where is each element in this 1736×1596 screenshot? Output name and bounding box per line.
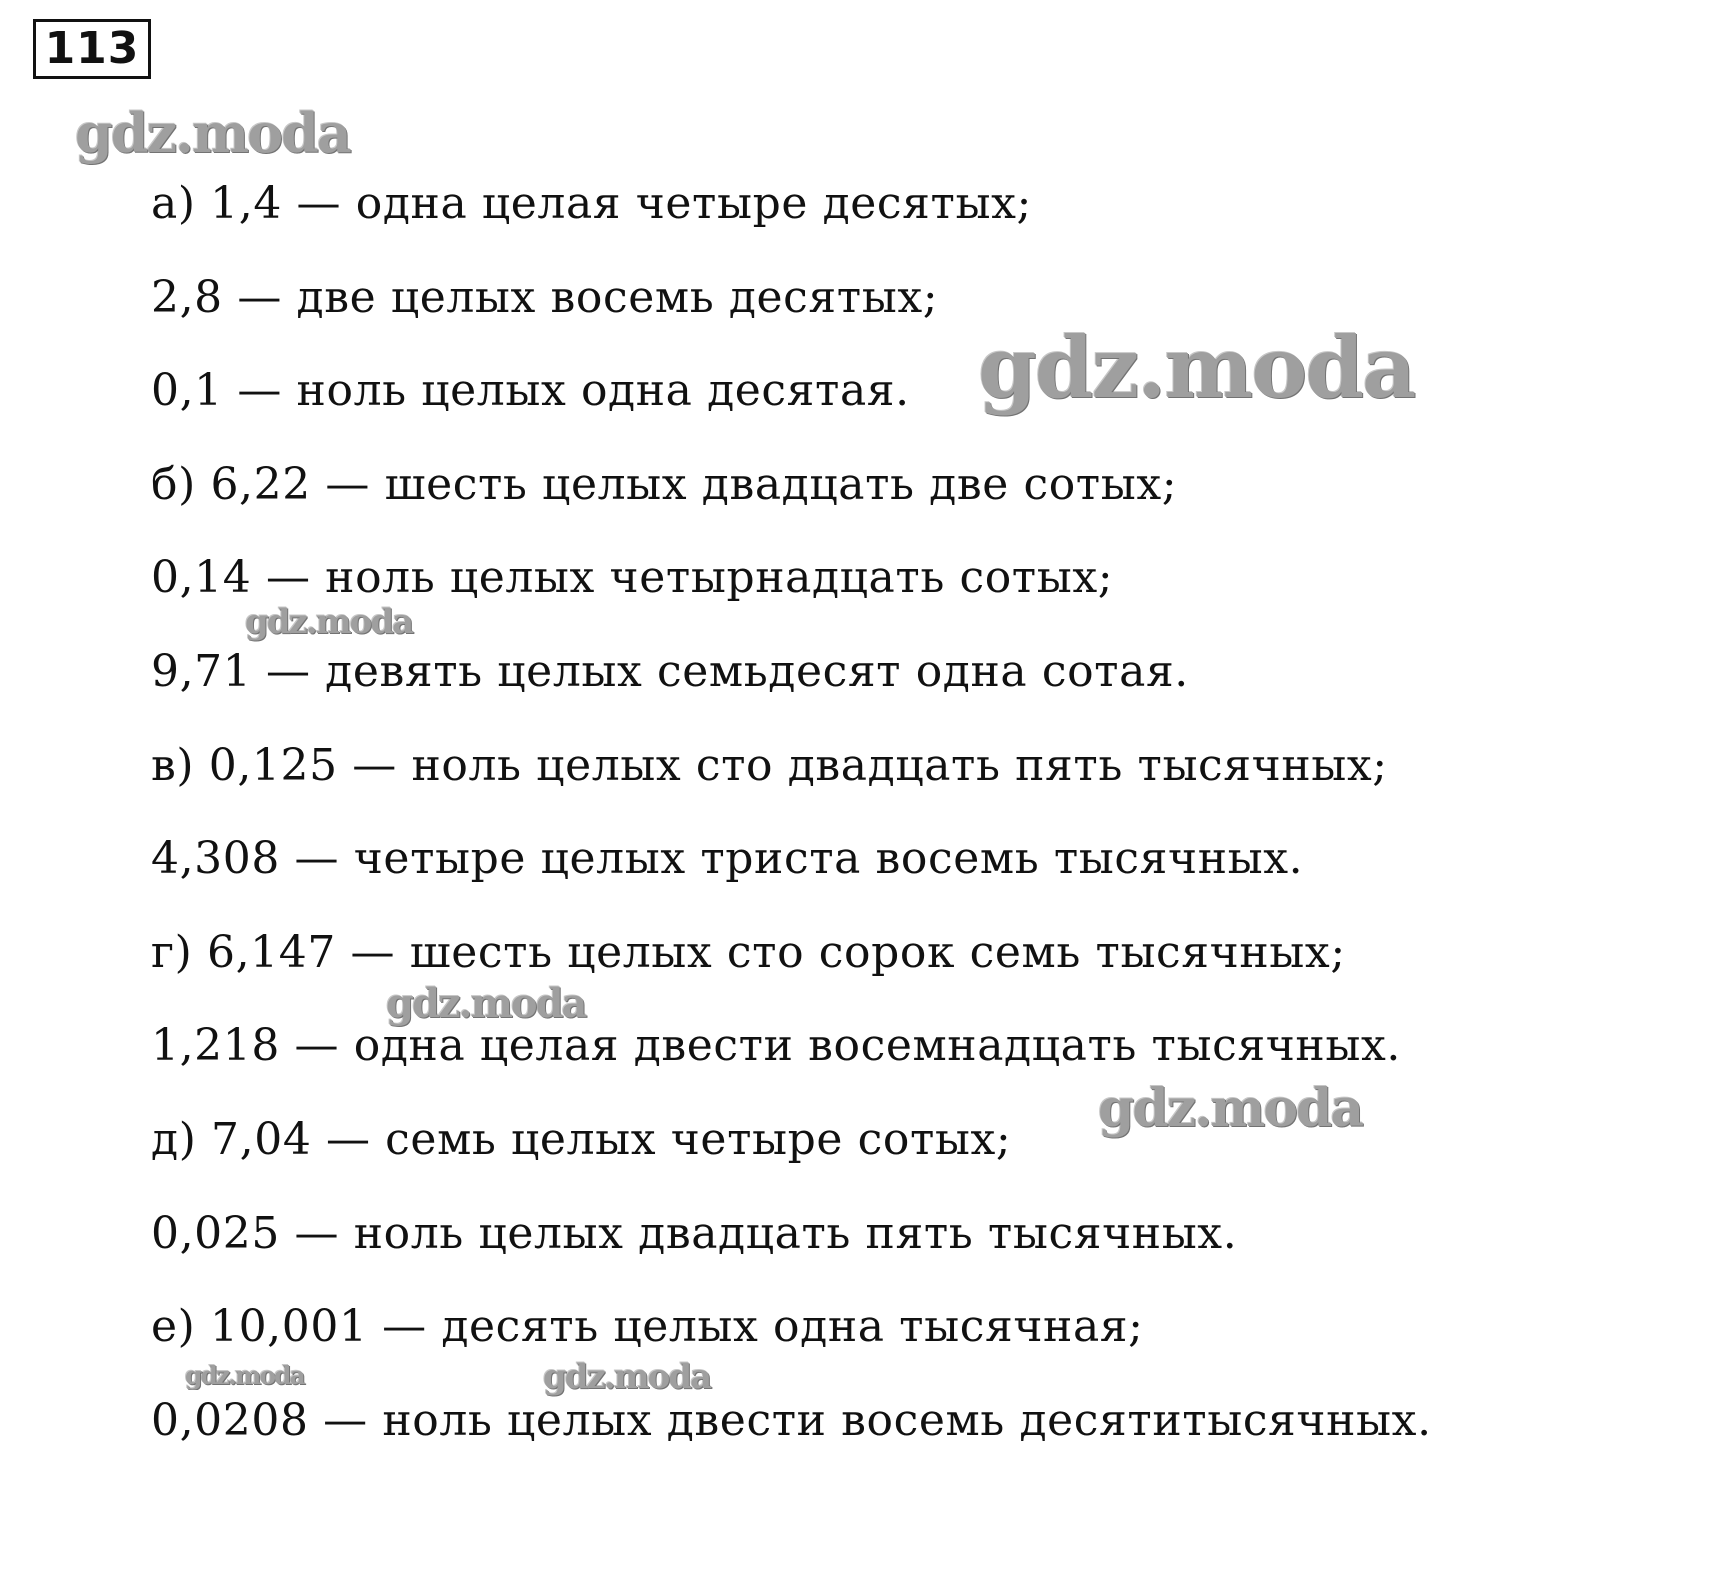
answer-line-g2: 1,218 — одна целая двести восемнадцать тысячных. xyxy=(151,1020,1401,1072)
watermark: gdz.moda xyxy=(245,602,413,642)
watermark: gdz.moda xyxy=(386,980,586,1027)
watermark: gdz.moda xyxy=(185,1361,304,1390)
answer-line-b2: 0,14 — ноль целых четырнадцать сотых; xyxy=(151,552,1114,604)
watermark: gdz.moda xyxy=(75,101,350,165)
watermark: gdz.moda xyxy=(978,318,1415,417)
answer-line-a1: а) 1,4 — одна целая четыре десятых; xyxy=(151,178,1032,229)
answer-line-v2: 4,308 — четыре целых триста восемь тысячных. xyxy=(151,833,1304,885)
watermark: gdz.moda xyxy=(1098,1078,1363,1139)
answer-line-a2: 2,8 — две целых восемь десятых; xyxy=(151,271,939,323)
answer-line-d2: 0,025 — ноль целых двадцать пять тысячных. xyxy=(151,1207,1238,1259)
answer-line-e1: е) 10,001 — десять целых одна тысячная; xyxy=(151,1301,1144,1353)
answer-line-g1: г) 6,147 — шесть целых сто сорок семь тысячных; xyxy=(151,926,1346,978)
answer-line-e2: 0,0208 — ноль целых двести восемь десятитысячных. xyxy=(151,1394,1432,1446)
task-number-box: 113 xyxy=(33,19,151,79)
answer-line-a3: 0,1 — ноль целых одна десятая. xyxy=(151,365,910,417)
answer-line-b1: б) 6,22 — шесть целых двадцать две сотых; xyxy=(151,458,1178,510)
answer-line-d1: д) 7,04 — семь целых четыре сотых; xyxy=(151,1113,1012,1165)
watermark: gdz.moda xyxy=(543,1357,711,1397)
answer-line-b3: 9,71 — девять целых семьдесят одна сотая. xyxy=(151,645,1189,697)
answer-line-v1: в) 0,125 — ноль целых сто двадцать пять тысячных; xyxy=(151,739,1388,791)
